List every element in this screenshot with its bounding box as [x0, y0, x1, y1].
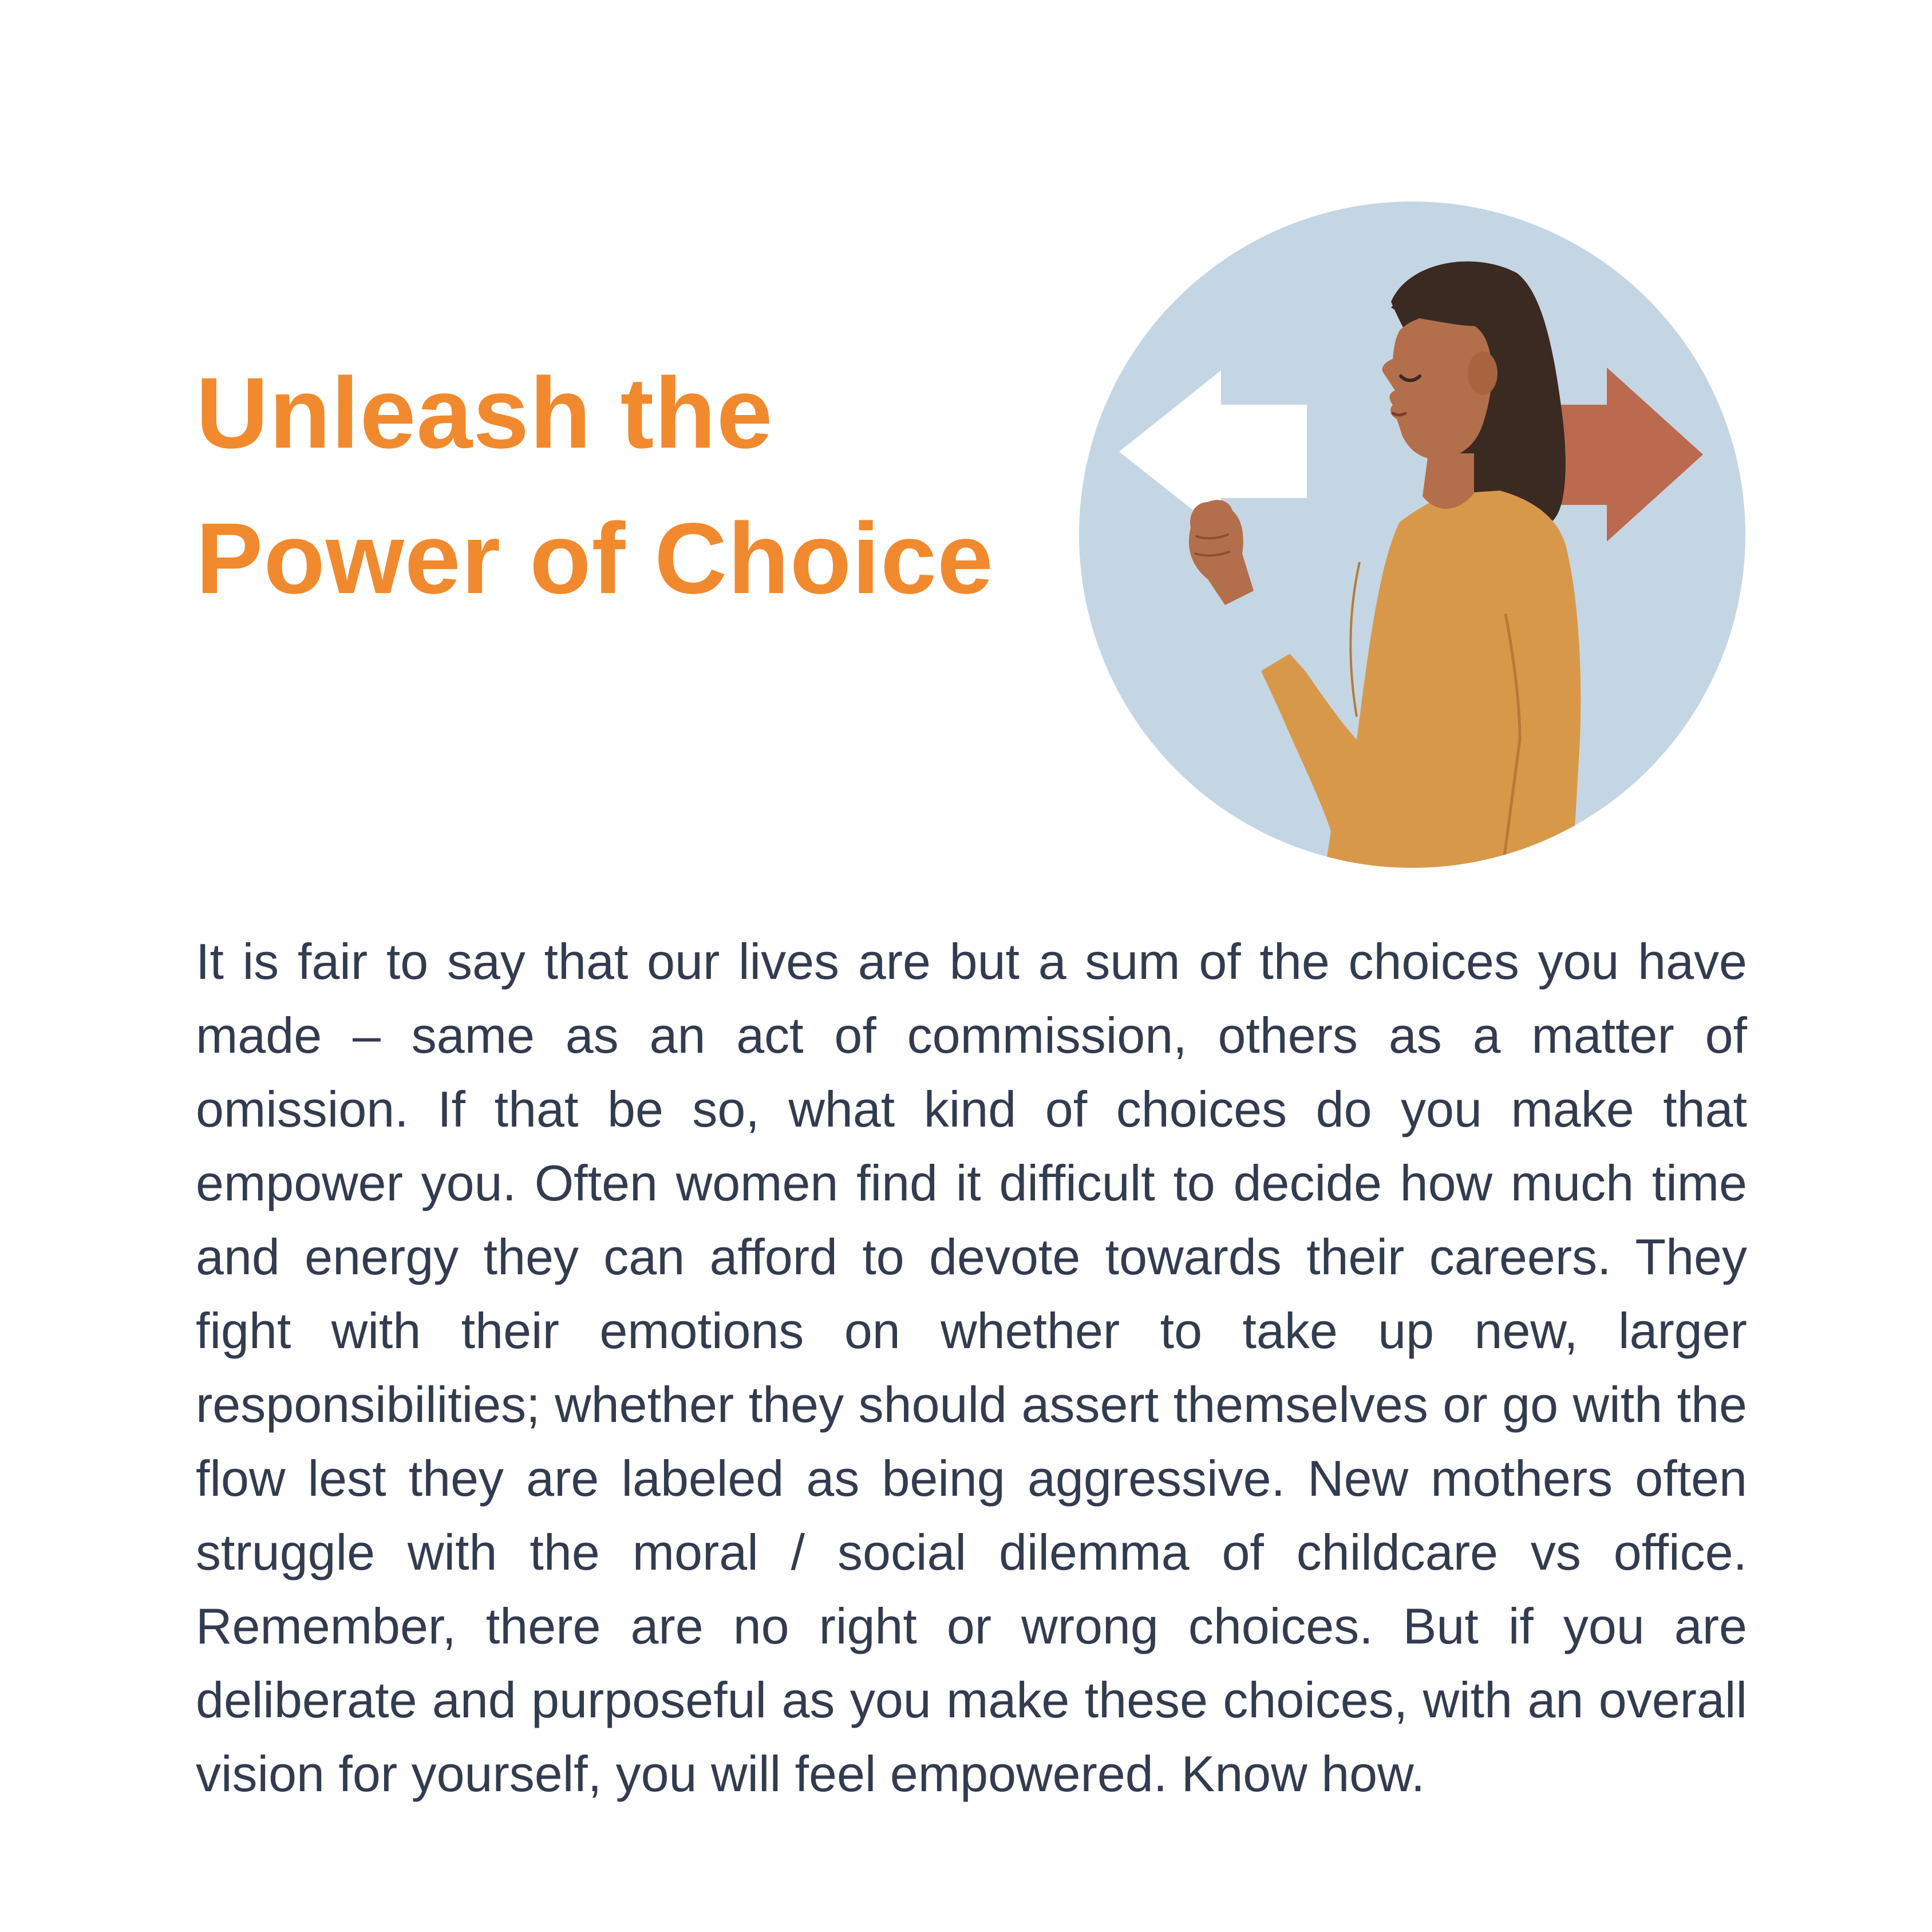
ear [1468, 351, 1498, 395]
title-line-1: Unleash the [196, 357, 773, 469]
body-paragraph: It is fair to say that our lives are but a sum of the choices you have made – same as an act of commission, others as a matter of omission. If that be so, what kind of choices do you make that empower you. Often women find it difficult to decide how much time and energy they can afford to devote towards their careers. They fight with their emotions on whether to take up new, larger responsibilities; whether they should assert themselves or go with the flow lest they are labeled as being aggressive. New mothers often struggle with the moral / social dilemma of childcare vs office. Remember, there are no right or wrong choices. But if you are deliberate and purposeful as you make these choices, with an overall vision for yourself, you will feel empowered. Know how. [196, 933, 1747, 1802]
page-title [196, 341, 994, 631]
neck [1423, 453, 1474, 509]
choice-illustration [1079, 202, 1746, 868]
title-line-2: Power of Choice [196, 503, 994, 615]
